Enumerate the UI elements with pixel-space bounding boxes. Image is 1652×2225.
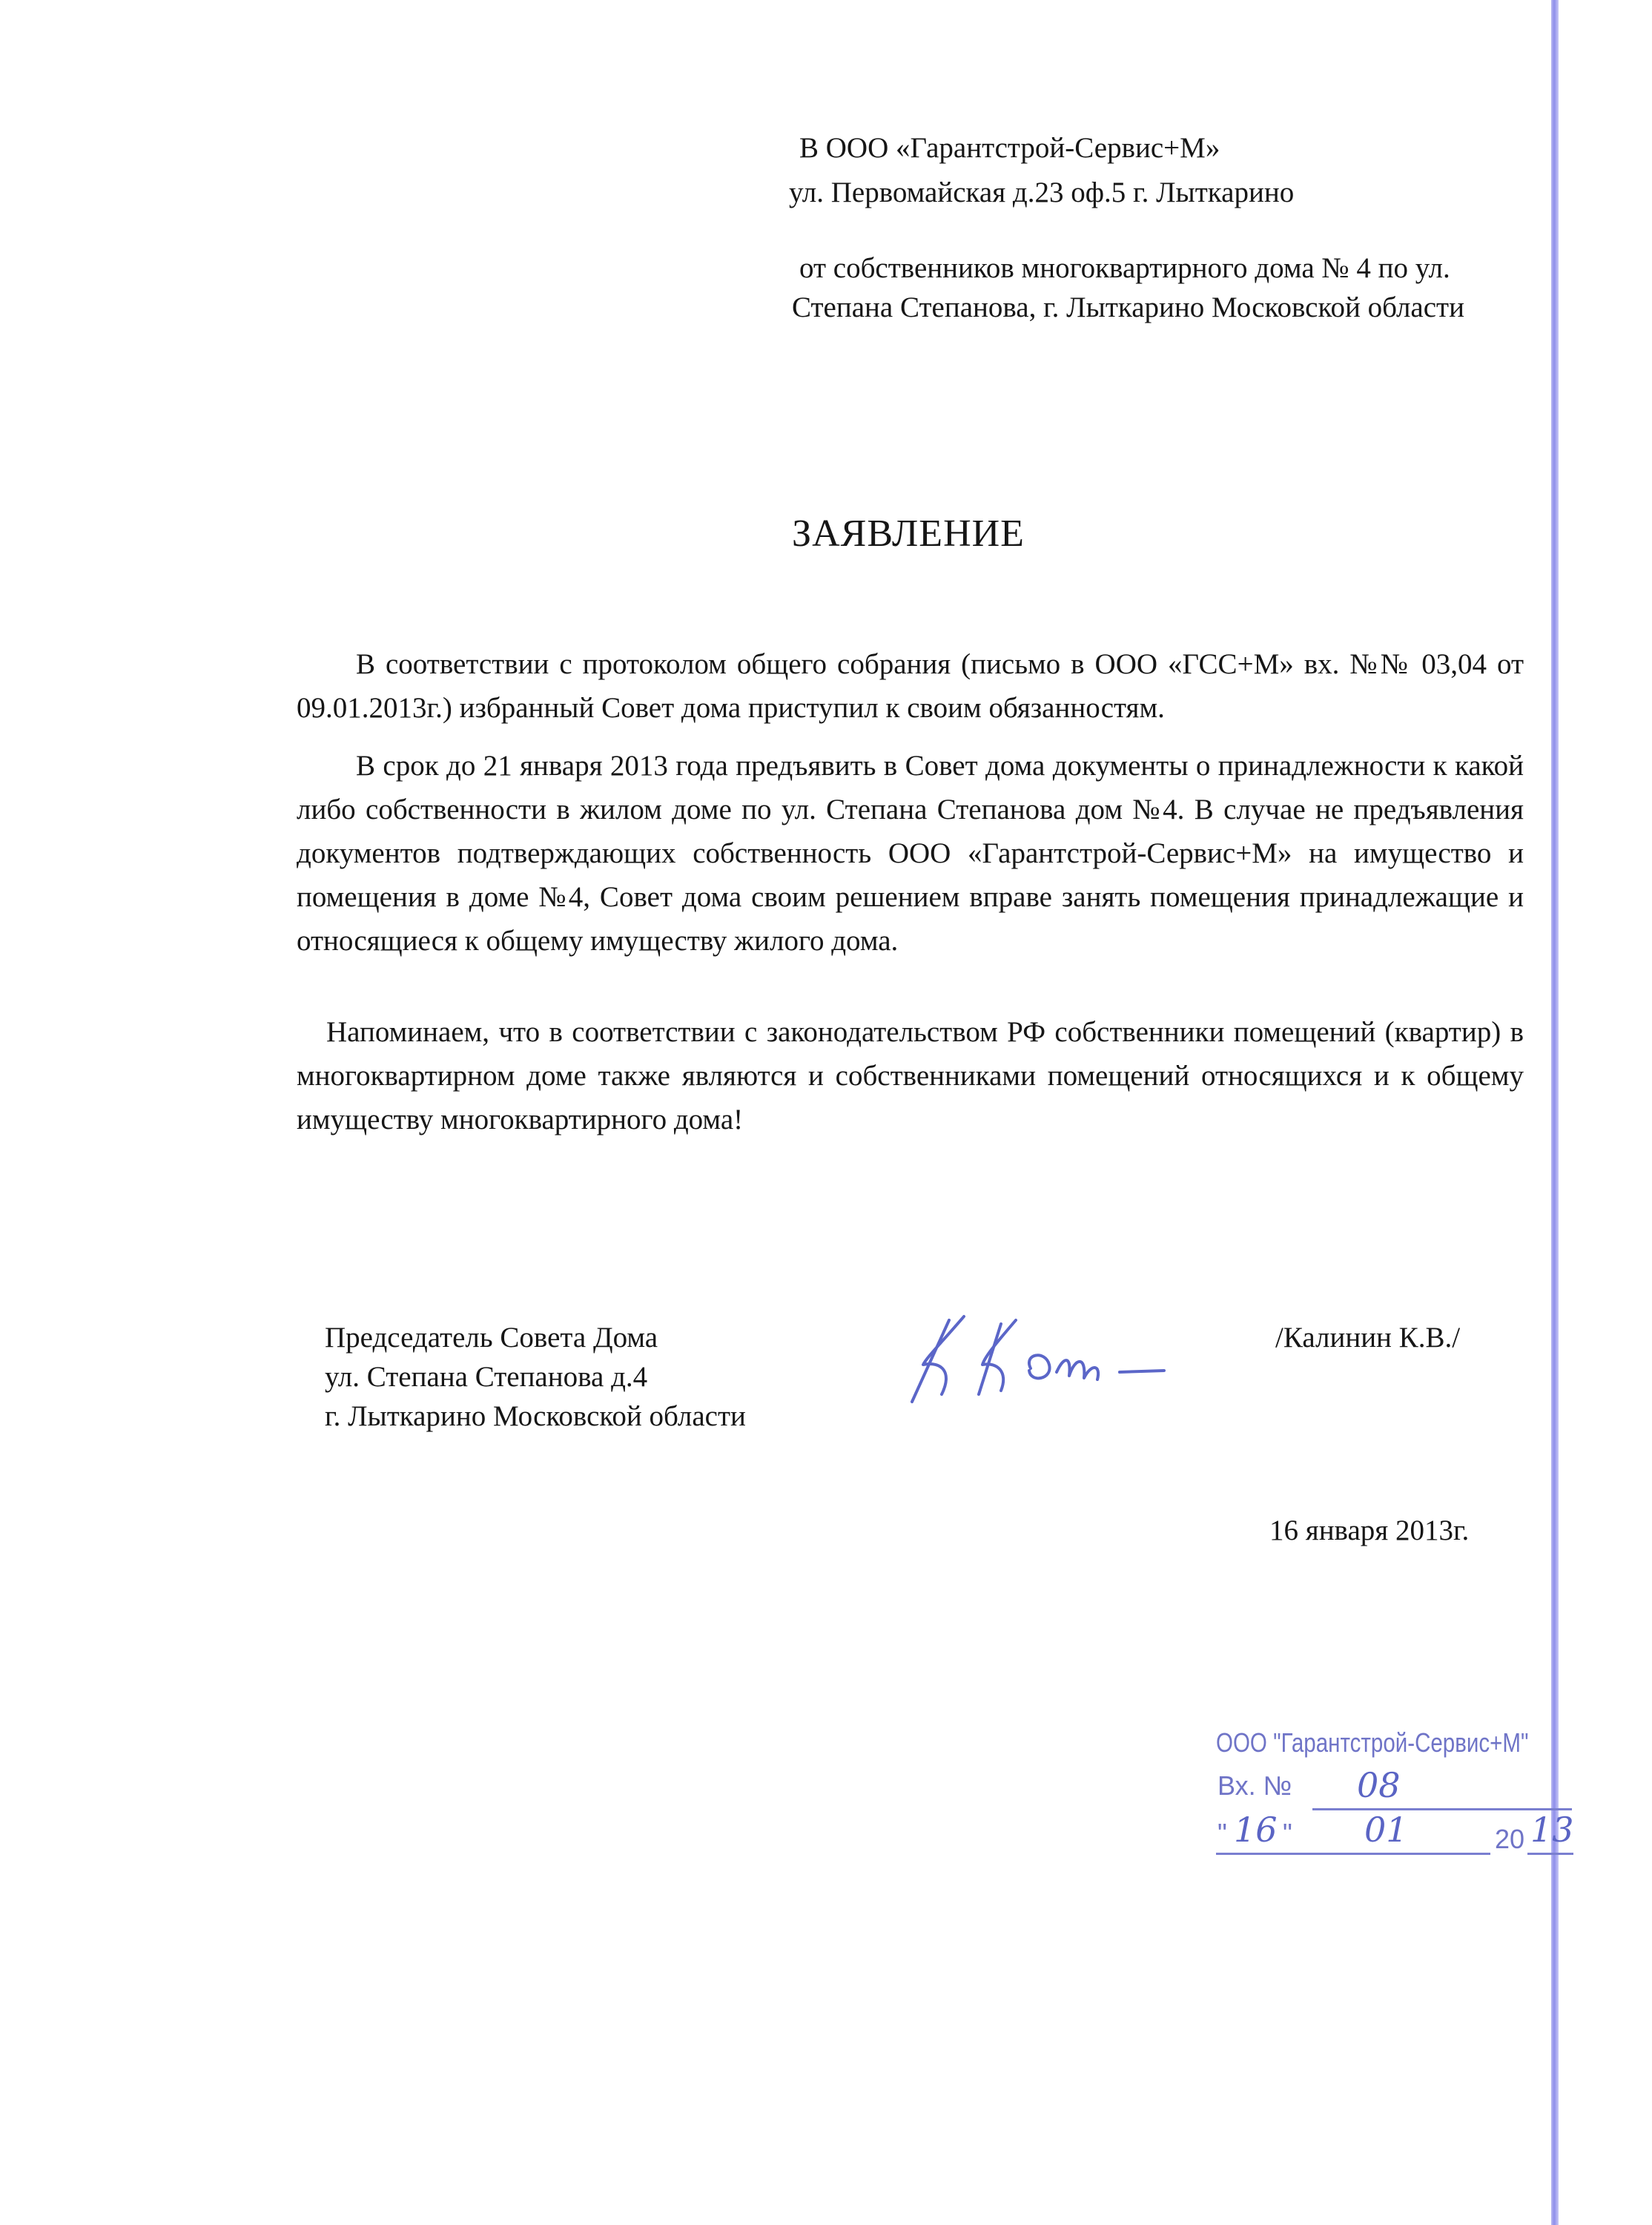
- stamp-month-rule: [1304, 1853, 1490, 1855]
- sender-line-1: от собственников многоквартирного дома № 4 по ул.: [799, 252, 1450, 284]
- stamp-year-suffix: 13: [1530, 1810, 1574, 1850]
- stamp-incoming-label: Вх. №: [1217, 1770, 1292, 1801]
- sender-line-2: Степана Степанова, г. Лыткарино Московской области: [792, 291, 1464, 323]
- stamp-year-prefix: 20: [1495, 1824, 1525, 1854]
- stamp-day: 16: [1234, 1810, 1278, 1850]
- stamp-month: 01: [1364, 1810, 1408, 1850]
- stamp-day-rule: [1216, 1853, 1305, 1855]
- recipient-line-1: В ООО «Гарантстрой-Сервис+М»: [799, 132, 1220, 164]
- stamp-open-quote: ": [1217, 1818, 1227, 1848]
- signer-address-1: ул. Степана Степанова д.4: [325, 1361, 648, 1393]
- stamp-incoming-number: 08: [1357, 1765, 1401, 1805]
- signer-name: /Калинин К.В./: [1275, 1322, 1461, 1354]
- signer-address-2: г. Лыткарино Московской области: [325, 1400, 746, 1432]
- stamp-year-rule: [1527, 1853, 1573, 1855]
- document-title: ЗАЯВЛЕНИЕ: [792, 512, 1025, 555]
- document-date: 16 января 2013г.: [1269, 1514, 1470, 1546]
- stamp-org: ООО "Гарантстрой-Сервис+М": [1216, 1727, 1529, 1758]
- paragraph-1: В соответствии с протоколом общего собрания (письмо в ООО «ГСС+М» вх. №№ 03,04 от 09.01.2013г.) избранный Совет дома приступил к своим обязанностям.: [297, 648, 1524, 724]
- incoming-stamp: [1216, 1728, 1602, 1876]
- paragraph-3: Напоминаем, что в соответствии с законодательством РФ собственники помещений (квартир) в многоквартирном доме также являются и собственниками помещений относящихся и к общему имуществу многоквартирного дома!: [297, 1016, 1524, 1135]
- signer-position: Председатель Совета Дома: [325, 1322, 658, 1354]
- paragraph-2: В срок до 21 января 2013 года предъявить в Совет дома документы о принадлежности к какой либо собственности в жилом доме по ул. Степана Степанова дом №4. В случае не предъявления документов подтверждающих собственность ООО «Гарантстрой-Сервис+М» на имущество и помещения в доме №4, Совет дома своим решением вправе занять помещения принадлежащие и относящиеся к общему имуществу жилого дома.: [297, 750, 1524, 957]
- stamp-close-quote: ": [1283, 1818, 1292, 1848]
- page-edge: [1551, 0, 1559, 2225]
- handwritten-signature: [897, 1290, 1179, 1409]
- recipient-line-2: ул. Первомайская д.23 оф.5 г. Лыткарино: [789, 177, 1295, 208]
